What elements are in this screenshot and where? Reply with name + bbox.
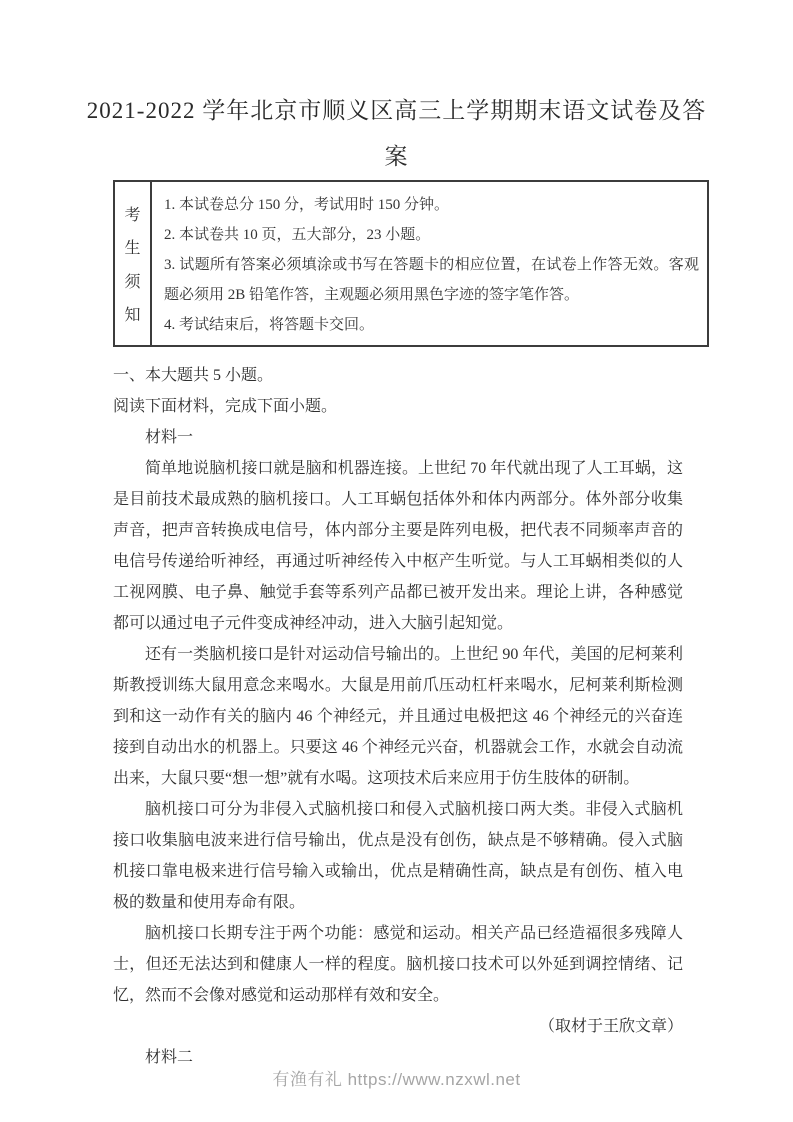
notice-item-4: 4. 考试结束后，将答题卡交回。: [164, 317, 375, 333]
exam-title: [0, 0, 793, 180]
material-two-label: 材料二: [145, 1049, 194, 1066]
material-one-paragraph-2: 还有一类脑机接口是针对运动信号输出的。上世纪 90 年代，美国的尼柯莱利斯教授训练大鼠用意念来喝水。大鼠是用前爪压动杠杆来喝水，尼柯莱利斯检测到和这一动作有关的脑内 46 个神经元，并且通过电极把这 46 个神经元的兴奋连接到自动出水的机器上。只要这 46 个神经元兴奋，机器就会工作，水就会自动流出来，大鼠只要“想一想”就有水喝。这项技术后来应用于仿生肢体的研制。: [113, 646, 683, 787]
material-one-attribution: （取材于王欣文章）: [538, 1018, 683, 1035]
notice-label-char: 知: [124, 306, 141, 324]
notice-item-1: 1. 本试卷总分 150 分，考试用时 150 分钟。: [164, 197, 450, 213]
exam-title-line1: 2021-2022 学年北京市顺义区高三上学期期末语文试卷及答: [86, 98, 707, 123]
material-one-paragraph-1: 简单地说脑机接口就是脑和机器连接。上世纪 70 年代就出现了人工耳蜗，这是目前技术最成熟的脑机接口。人工耳蜗包括体外和体内两部分。体外部分收集声音，把声音转换成电信号，体内部分主要是阵列电极，把代表不同频率声音的电信号传递给听神经，再通过听神经传入中枢产生听觉。与人工耳蜗相类似的人工视网膜、电子鼻、触觉手套等系列产品都已被开发出来。理论上讲，各种感觉都可以通过电子元件变成神经冲动，进入大脑引起知觉。: [113, 460, 683, 632]
reading-instruction: 阅读下面材料，完成下面小题。: [113, 398, 338, 415]
notice-item-2: 2. 本试卷共 10 页，五大部分，23 小题。: [164, 227, 431, 243]
exam-body: [113, 360, 683, 1073]
section-heading: 一、本大题共 5 小题。: [113, 367, 274, 384]
material-one-label: 材料一: [145, 429, 194, 446]
watermark-footer: 有渔有礼 https://www.nzxwl.net: [272, 1070, 521, 1089]
material-one-paragraph-4: 脑机接口长期专注于两个功能：感觉和运动。相关产品已经造福很多残障人士，但还无法达到和健康人一样的程度。脑机接口技术可以外延到调控情绪、记忆，然而不会像对感觉和运动那样有效和安全。: [113, 925, 683, 1004]
candidate-notice-box: [113, 180, 709, 347]
material-one-paragraph-3: 脑机接口可分为非侵入式脑机接口和侵入式脑机接口两大类。非侵入式脑机接口收集脑电波来进行信号输出，优点是没有创伤，缺点是不够精确。侵入式脑机接口靠电极来进行信号输入或输出，优点是精确性高，缺点是有创伤、植入电极的数量和使用寿命有限。: [113, 801, 683, 911]
candidate-notice-items: [152, 182, 707, 345]
notice-label-char: 考: [124, 207, 141, 225]
notice-label-char: 生: [124, 240, 141, 258]
exam-title-line2: 案: [384, 144, 409, 169]
notice-label-char: 须: [124, 273, 141, 291]
notice-item-3: 3. 试题所有答案必须填涂或书写在答题卡的相应位置，在试卷上作答无效。客观题必须用 2B 铅笔作答，主观题必须用黑色字迹的签字笔作答。: [164, 257, 699, 303]
candidate-notice-label: [115, 182, 152, 345]
